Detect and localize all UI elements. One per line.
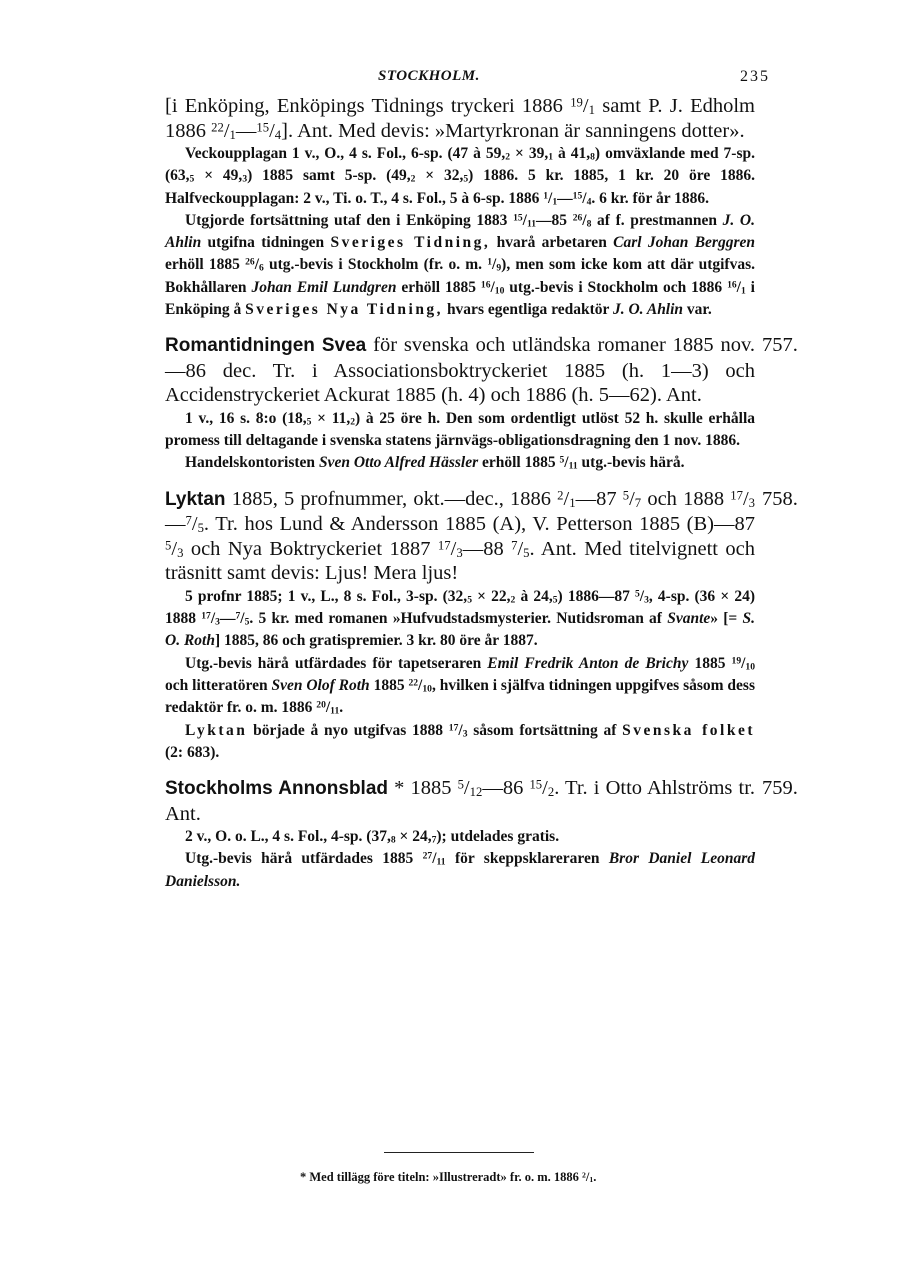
- entry-format-paragraph: 1 v., 16 s. 8:o $(18,_5 \times 11,_2)$ à 25 öre h. Den som ordentligt utlöst 52 h. skulle erhålla promess till deltagande i svenska statens järnvägs-obligationsdragning den 1 nov. 1886.: [165, 409, 756, 450]
- text-column: [165, 94, 798, 893]
- entry-title: Stockholms Annonsblad: [165, 778, 389, 800]
- entry-format-paragraph: 5 profnr 1885; 1 v., L., 8 s. Fol., 3-sp. ($32,_5 \times 22,_2$ à $24,_5$) 1886—87 $^5/_3$, 4-sp. (36 × 24) 1888 $^{17}/_3—^7/_5$. 5 kr. med romanen »Hufvudstadsmysterier. Nutidsroman af Svante» [= S. O. Roth] 1885, 86 och gratispremier. 3 kr. 80 öre år 1887.: [165, 587, 756, 650]
- entry-publisher-paragraph: Utg.-bevis härå utfärdades för tapetseraren Emil Fredrik Anton de Brichy 1885 $^{19}/_{10}$ och litteratören Sven Olof Roth 1885 $^{22}/_{10}$, hvilken i själfva tidningen uppgifves såsom dess redaktör fr. o. m. 1886 $^{20}/_{11}$.: [165, 654, 756, 717]
- intro-history-paragraph: Utgjorde fortsättning utaf den i Enköping 1883 $^{15}/_{11}—85$ $^{26}/_8$ af f. prestmannen J. O. Ahlin utgifna tidningen Sveriges Tidning, hvarå arbetaren Carl Johan Berggren erhöll 1885 $^{26}/_6$ utg.-bevis i Stockholm (fr. o. m. $^1/_9$), men som icke kom att där utgifvas. Bokhållaren Johan Emil Lundgren erhöll 1885 $^{16}/_{10}$ utg.-bevis i Stockholm och 1886 $^{16}/_1$ i Enköping å Sveriges Nya Tidning, hvars egentliga redaktör J. O. Ahlin var.: [165, 211, 756, 319]
- entry-format-paragraph: 2 v., O. o. L., 4 s. Fol., 4-sp. $(37,_8 \times 24,_7)$; utdelades gratis.: [185, 828, 560, 846]
- entry-number: 758.: [762, 487, 798, 510]
- entry-heading-paragraph: Romantidningen Svea för svenska och utländska romaner 1885 nov.—86 dec. Tr. i Associationsboktryckeriet 1885 (h. 1—3) och Accidenstryckeriet Ackurat 1885 (h. 4) och 1886 (h. 5—62). Ant.: [165, 334, 756, 407]
- entry-number: 759.: [762, 777, 798, 800]
- entry-publisher-paragraph: Utg.-bevis härå utfärdades 1885 $^{27}/_{11}$ för skeppsklareraren Bror Daniel Leonard Danielsson.: [165, 850, 755, 890]
- entry-758: [165, 487, 798, 764]
- entry-number: 757.: [762, 334, 798, 357]
- entry-757: [165, 333, 798, 474]
- intro-format-paragraph: Veckoupplagan 1 v., O., 4 s. Fol., 6-sp. (47 à $59,_2 \times 39,_1$ à $41,_8$) omväxlande med 7-sp. $(63,_5 \times 49,_3)$ 1885 samt 5-sp. $(49,_2 \times 32,_5)$ 1886. 5 kr. 1885, 1 kr. 20 öre 1886. Halfveckoupplagan: 2 v., Ti. o. T., 4 s. Fol., 5 à 6-sp. 1886 $^1/_1—^{15}/_4$. 6 kr. för år 1886.: [165, 145, 755, 208]
- entry-heading-paragraph: Lyktan 1885, 5 profnummer, okt.—dec., 1886 $^2/_1—87$ $^5/_7$ och 1888 $^{17}/_3—^7/_5$. Tr. hos Lund & Andersson 1885 (A), V. Petterson 1885 (B)—87 $^5/_3$ och Nya Boktryckeriet 1887 $^{17}/_3—88$ $^7/_5$. Ant. Med titelvignett och träsnitt samt devis: Ljus! Mera ljus!: [165, 487, 755, 585]
- entry-title: Lyktan: [165, 488, 226, 510]
- intro-paragraph: [i Enköping, Enköpings Tidnings tryckeri 1886 $^{19}/_1$ samt P. J. Edholm 1886 $^{22}/_1—^{15}/_4$]. Ant. Med devis: »Martyrkronan är sanningens dotter».: [165, 95, 756, 142]
- page-number: 235: [740, 68, 770, 85]
- entry-759: [165, 776, 798, 893]
- entry-publisher-paragraph: Handelskontoristen Sven Otto Alfred Hässler erhöll 1885 $^5/_{11}$ utg.-bevis härå.: [185, 454, 685, 472]
- footnote-rule: [384, 1152, 534, 1153]
- entry-title: Romantidningen Svea: [165, 335, 367, 357]
- entry-continuation-paragraph: Lyktan började å nyo utgifvas 1888 $^{17}/_3$ såsom fortsättning af Svenska folket (2: 683).: [165, 721, 755, 761]
- footnote: * Med tillägg före titeln: »Illustreradt» fr. o. m. 1886 $^2/_1$.: [300, 1170, 597, 1185]
- running-head: STOCKHOLM.: [378, 68, 480, 84]
- entry-heading-paragraph: Stockholms Annonsblad * 1885 $^5/_{12}—86$ $^{15}/_2$. Tr. i Otto Ahlströms tr. Ant.: [165, 777, 756, 825]
